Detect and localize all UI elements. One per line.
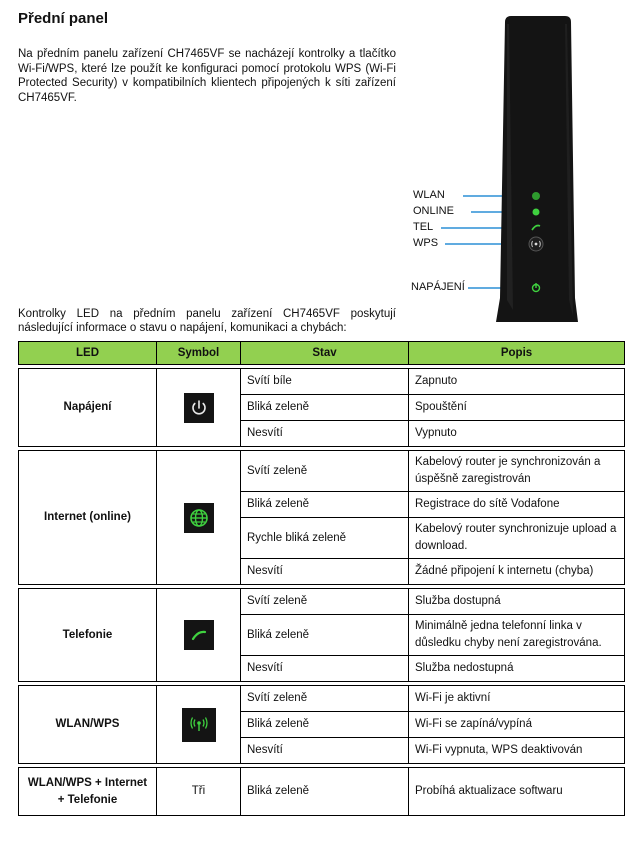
description-cell: Žádné připojení k internetu (chyba) bbox=[409, 559, 625, 585]
table-intro-paragraph: Kontrolky LED na předním panelu zařízení CH7465VF poskytují následující informace o stavu o napájení, komunikaci a chybách: bbox=[18, 308, 396, 334]
state-cell: Nesvítí bbox=[241, 421, 409, 447]
symbol-cell-internet bbox=[157, 451, 241, 585]
phone-icon bbox=[184, 620, 214, 650]
description-cell: Wi-Fi se zapíná/vypíná bbox=[409, 712, 625, 738]
group-name-combined: WLAN/WPS + Internet + Telefonie bbox=[19, 768, 157, 816]
description-cell: Wi-Fi je aktivní bbox=[409, 686, 625, 712]
table-row bbox=[19, 768, 625, 816]
table-header-row bbox=[19, 342, 625, 365]
state-cell: Bliká zeleně bbox=[241, 395, 409, 421]
label-wlan: WLAN bbox=[413, 189, 445, 201]
header-state: Stav bbox=[241, 342, 409, 365]
description-cell: Probíhá aktualizace softwaru bbox=[409, 768, 625, 816]
table-row bbox=[19, 451, 625, 492]
wlan-led bbox=[532, 192, 540, 200]
state-cell: Bliká zeleně bbox=[241, 615, 409, 656]
led-status-table bbox=[18, 341, 625, 816]
state-cell: Nesvítí bbox=[241, 656, 409, 682]
state-cell: Svítí zeleně bbox=[241, 451, 409, 492]
globe-icon bbox=[184, 503, 214, 533]
state-cell: Nesvítí bbox=[241, 738, 409, 764]
description-cell: Spouštění bbox=[409, 395, 625, 421]
intro-paragraph: Na předním panelu zařízení CH7465VF se nacházejí kontrolky a tlačítko Wi-Fi/WPS, které lze použít ke konfiguraci pomocí protokolu WPS (Wi-Fi Protected Security) v kompatibilních klientech připojených k síti zařízení CH7465VF. bbox=[18, 48, 396, 104]
header-symbol: Symbol bbox=[157, 342, 241, 365]
header-led: LED bbox=[19, 342, 157, 365]
description-cell: Vypnuto bbox=[409, 421, 625, 447]
page-title: Přední panel bbox=[18, 10, 109, 27]
description-cell: Kabelový router je synchronizován a úspěšně zaregistrován bbox=[409, 451, 625, 492]
state-cell: Svítí zeleně bbox=[241, 589, 409, 615]
label-online: ONLINE bbox=[413, 205, 454, 217]
online-led bbox=[533, 209, 540, 216]
state-cell: Svítí zeleně bbox=[241, 686, 409, 712]
table-row bbox=[19, 589, 625, 615]
power-icon bbox=[184, 393, 214, 423]
state-cell: Nesvítí bbox=[241, 559, 409, 585]
label-tel: TEL bbox=[413, 221, 434, 233]
table-row bbox=[19, 686, 625, 712]
description-cell: Wi-Fi vypnuta, WPS deaktivován bbox=[409, 738, 625, 764]
group-name-power: Napájení bbox=[19, 369, 157, 447]
state-cell: Rychle bliká zeleně bbox=[241, 518, 409, 559]
wps-icon bbox=[182, 708, 216, 742]
state-cell: Bliká zeleně bbox=[241, 492, 409, 518]
router-illustration bbox=[405, 10, 630, 330]
label-power: NAPÁJENÍ bbox=[411, 281, 465, 293]
symbol-cell-combined: Tři bbox=[157, 768, 241, 816]
group-name-wlan: WLAN/WPS bbox=[19, 686, 157, 764]
description-cell: Služba nedostupná bbox=[409, 656, 625, 682]
description-cell: Kabelový router synchronizuje upload a download. bbox=[409, 518, 625, 559]
group-name-internet: Internet (online) bbox=[19, 451, 157, 585]
symbol-cell-telephony bbox=[157, 589, 241, 682]
state-cell: Svítí bíle bbox=[241, 369, 409, 395]
state-cell: Bliká zeleně bbox=[241, 712, 409, 738]
description-cell: Minimálně jedna telefonní linka v důsledku chyby není zaregistrována. bbox=[409, 615, 625, 656]
header-description: Popis bbox=[409, 342, 625, 365]
group-name-telephony: Telefonie bbox=[19, 589, 157, 682]
description-cell: Služba dostupná bbox=[409, 589, 625, 615]
symbol-cell-power bbox=[157, 369, 241, 447]
state-cell: Bliká zeleně bbox=[241, 768, 409, 816]
symbol-cell-wlan bbox=[157, 686, 241, 764]
table-row bbox=[19, 369, 625, 395]
label-wps: WPS bbox=[413, 237, 439, 249]
description-cell: Registrace do sítě Vodafone bbox=[409, 492, 625, 518]
description-cell: Zapnuto bbox=[409, 369, 625, 395]
